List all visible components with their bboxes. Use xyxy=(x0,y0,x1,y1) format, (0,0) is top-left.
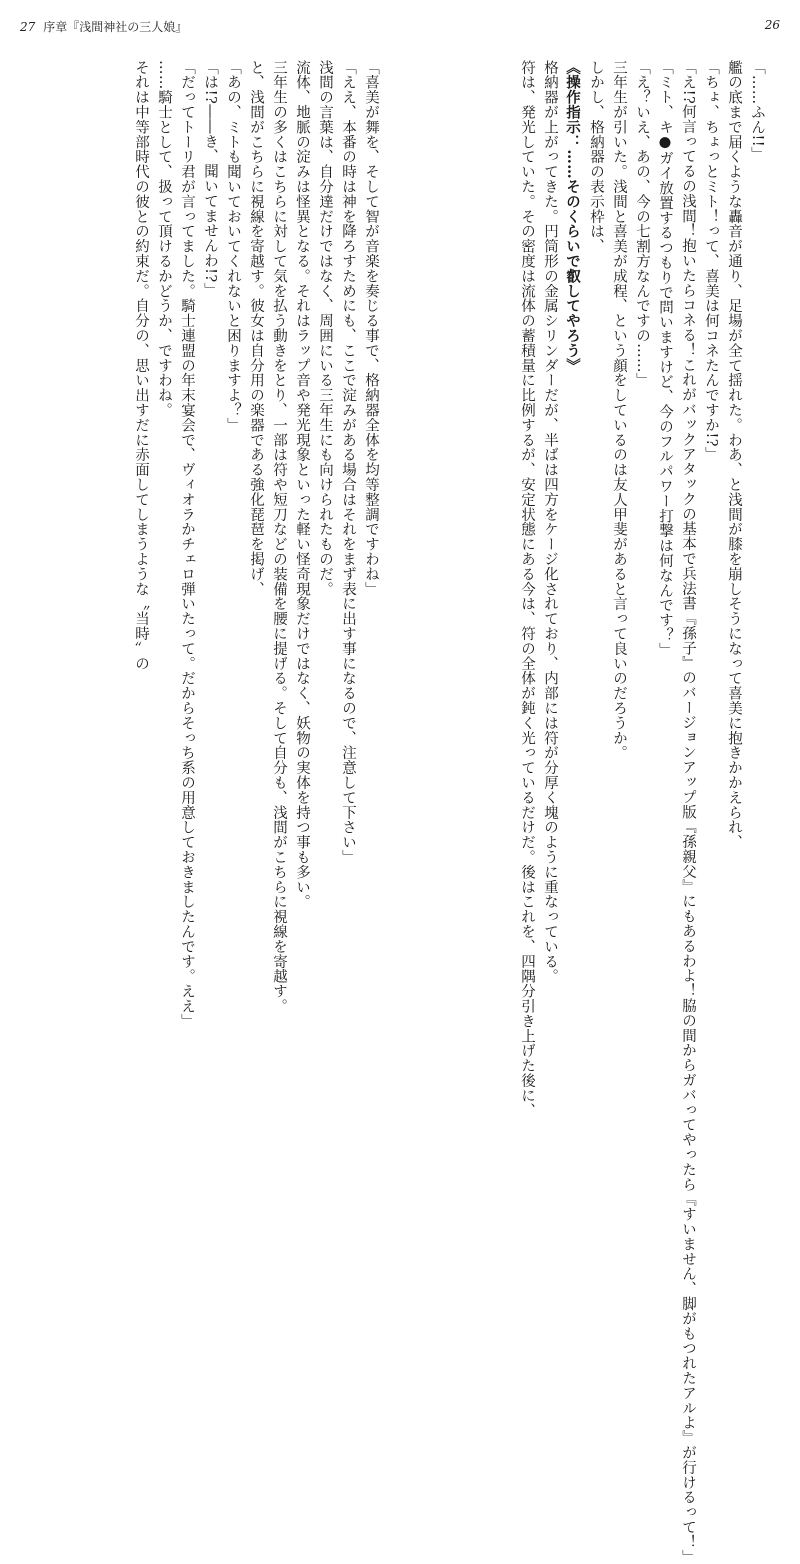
text-line: 三年生の多くはこちらに対して気を払う動きをとり、一部は符や短刀などの装備を腰に提げる。そして自分も、浅間がこちらに視線を寄越す。 xyxy=(271,60,287,1014)
text-line: 「あの、ミトも聞いておいてくれないと困りますよ？」 xyxy=(225,60,241,433)
text-line: 「え？いえ、あの、今の七割方なんですの……」 xyxy=(634,60,650,388)
text-line: 「喜美が舞を、そして智が音楽を奏じる事で、格納器全体を均等整調ですわね」 xyxy=(363,60,379,597)
left-page-header xyxy=(20,18,187,35)
text-line: 格納器が上がってきた。円筒形の金属シリンダーだが、半ばは四方をケージ化されており、内部には符が分厚く塊のように重なっている。 xyxy=(542,60,558,984)
text-line: 「ちょ、ちょっとミト！って、喜美は何コネたんですか!?」 xyxy=(703,60,719,462)
text-line: 「え!?何言ってるの浅間！抱いたらコネる！これがバックアタックの基本で兵法書『孫子』のバージョンアップ版『孫親父』にもあるわよ！脇の間からガバってやったら『すいません、脚がもつれたアルよ』が行けるって！」 xyxy=(680,60,696,1564)
text-line: しかし、格納器の表示枠は、 xyxy=(588,60,604,254)
text-line: 浅間の言葉は、自分達だけではなく、周囲にいる三年生にも向けられたものだ。 xyxy=(317,60,333,597)
left-page-number: 27 xyxy=(20,20,36,34)
right-page-number: 26 xyxy=(764,18,780,32)
text-line: それは中等部時代の彼との約束だ。自分の、思い出すだに赤面してしまうような〝当時〟の xyxy=(133,60,149,671)
text-line: 「は!?――き、聞いてませんわ!?」 xyxy=(202,60,218,298)
text-line: 「だってトーリ君が言ってました。騎士連盟の年末宴会で、ヴィオラかチェロ弾いたって。だからそっち系の用意しておきましたんです。ええ」 xyxy=(179,60,195,1029)
text-line: 流体、地脈の淀みは怪異となる。それはラップ音や発光現象といった軽い怪奇現象だけではなく、妖物の実体を持つ事も多い。 xyxy=(294,60,310,910)
text-line: 「……ふん!!」 xyxy=(749,60,765,162)
text-line: 「ええ、本番の時は神を降ろすためにも、ここで淀みがある場合はそれをまず表に出す事になるので、注意して下さい」 xyxy=(340,60,356,865)
text-line: 符は、発光していた。その密度は流体の蓄積量に比例するが、安定状態にある今は、符の全体が鈍く光っているだけだ。後はこれを、四隅分引き上げた後に、 xyxy=(519,60,535,1118)
text-line: ……騎士として、扱って頂けるかどうか、ですわね。 xyxy=(156,60,172,418)
text-line: と、浅間がこちらに視線を寄越す。彼女は自分用の楽器である強化琵琶を掲げ、 xyxy=(248,60,264,597)
operation-instruction: 《操作指示：……そのくらいで叡してやろう》 xyxy=(564,60,581,373)
left-page-chapter-title: 序章『浅間神社の三人娘』 xyxy=(43,20,188,34)
left-page-body xyxy=(26,60,382,1029)
right-page-body xyxy=(420,60,768,1564)
text-line: 艦の底まで届くような轟音が通り、足場が全て揺れた。わあ、と浅間が膝を崩しそうになって喜美に抱きかかえられ、 xyxy=(726,60,742,850)
text-line: 三年生が引いた。浅間と喜美が成程、という顔をしているのは友人甲斐があると言って良いのだろうか。 xyxy=(611,60,627,761)
text-line: 「ミト、キ●ガイ放置するつもりで問いますけど、今のフルパワー打撃は何なんです？」 xyxy=(657,60,673,658)
